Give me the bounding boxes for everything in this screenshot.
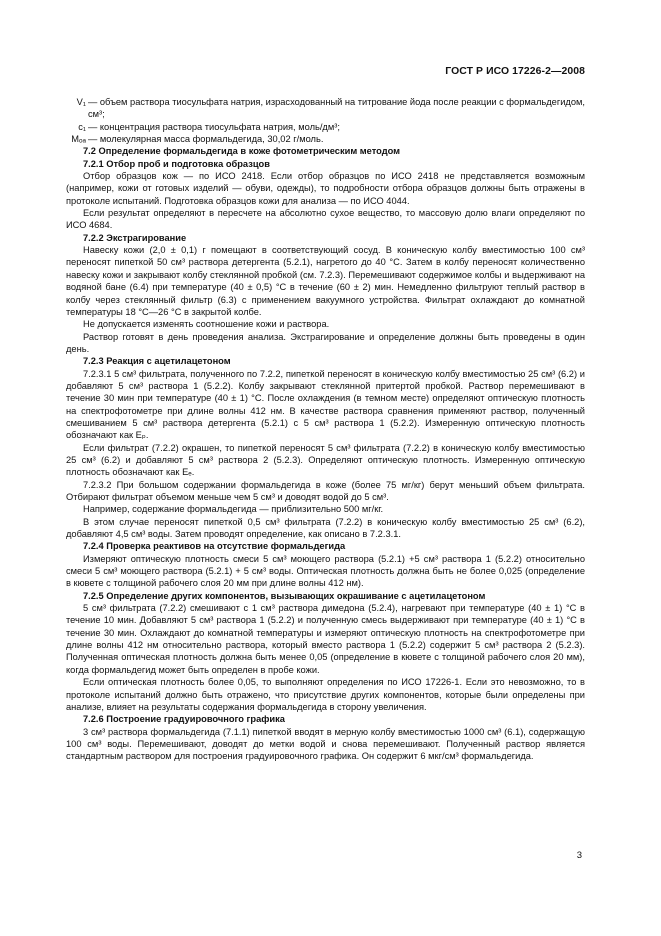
document-body	[66, 96, 585, 763]
definition-v1	[66, 96, 585, 121]
paragraph: Например, содержание формальдегида — приблизительно 500 мг/кг.	[83, 504, 384, 515]
subsection-heading: 7.2.2 Экстрагирование	[83, 232, 187, 243]
definition-text: — объем раствора тиосульфата натрия, израсходованный на титрование йода после реакции с формальдегидом, см³;	[88, 97, 585, 120]
paragraph: Если результат определяют в пересчете на абсолютно сухое вещество, то массовую долю влаги определяют по ИСО 4684.	[66, 208, 585, 231]
paragraph: 7.2.3.2 При большом содержании формальдегида в коже (более 75 мг/кг) берут меньший объем фильтрата. Отбирают фильтрат объемом меньше чем 5 см³ и доводят водой до 5 см³.	[66, 479, 585, 502]
paragraph: 5 см³ фильтрата (7.2.2) смешивают с 1 см³ раствора димедона (5.2.4), нагревают при температуре (40 ± 1) °С в течение 10 мин. Добавляют 5 см³ раствора 1 (5.2.2) и полученную смесь выдерживают при температуре (40 ± 1) °С в течение 30 мин. Охлаждают до комнатной температуры и измеряют оптическую плотность на спектрофотометре при длине волны 412 нм относительно раствора, который вместо раствора 1 (5.2.2) содержит 5 см³ раствора 2 (5.2.3). Полученная оптическая плотность должна быть менее 0,05 (определение в кювете с толщиной рабочего слоя 20 мм), когда формальдегид может быть определен в пробе кожи.	[66, 603, 585, 675]
subsection-heading: 7.2.5 Определение других компонентов, вызывающих окрашивание с ацетилацетоном	[83, 590, 486, 601]
paragraph: Измеряют оптическую плотность смеси 5 см³ моющего раствора (5.2.1) +5 см³ раствора 1 (5.2.2) относительно смеси 5 см³ моющего раствора (5.2.1) + 5 см³ воды. Оптическая плотность должна быть не более 0,025 (определение в кювете с толщиной рабочего слоя 20 мм при длине волны 412 нм).	[66, 553, 585, 589]
subsection-heading: 7.2.1 Отбор проб и подготовка образцов	[83, 158, 270, 169]
definition-symbol: V₁	[76, 97, 86, 107]
definition-text: — молекулярная масса формальдегида, 30,02 г/моль.	[88, 134, 324, 145]
subsection-heading: 7.2.3 Реакция с ацетилацетоном	[83, 356, 231, 367]
definition-symbol: Mₒₐ	[71, 134, 86, 145]
definition-c1	[66, 121, 585, 133]
paragraph: Навеску кожи (2,0 ± 0,1) г помещают в соответствующий сосуд. В коническую колбу вместимостью 100 см³ переносят пипеткой 50 см³ раствора детергента (5.2.1), нагретого до 40 °С. Затем в колбу переносят количественно навеску кожи и закрывают колбу стеклянной пробкой (см. 7.2.3). Перемешивают содержимое колбы и выдерживают на водяной бане (6.4) при температуре (40 ± 0,5) °С в течение (60 ± 2) мин. Немедленно фильтруют теплый раствор в колбу через стеклянный фильтр (6.3) с применением вакуумного устройства. Фильтрат охлаждают до комнатной температуры 18 °С—26 °С в закрытой колбе.	[66, 245, 585, 317]
definition-symbol: c₁	[78, 121, 86, 132]
page-number: 3	[576, 850, 582, 861]
subsection-heading: 7.2.6 Построение градуировочного графика	[83, 714, 285, 725]
paragraph: 7.2.3.1 5 см³ фильтрата, полученного по 7.2.2, пипеткой переносят в коническую колбу вместимостью 25 см³ (6.2) и добавляют 5 см³ раствора 1 (5.2.2). Колбу закрывают стеклянной притертой пробкой. Раствор перемешивают в течение 30 мин при температуре (40 ± 1) °С. После охлаждения (в темном месте) определяют оптическую плотность на спектрофотометре при длине волны 412 нм. В качестве раствора сравнения применяют раствор, полученный смешиванием 5 см³ раствора детергента (5.2.1) с 5 см³ раствора 1 (5.2.2). Измеренную оптическую плотность обозначают как Eₚ.	[66, 368, 585, 441]
definition-text: — концентрация раствора тиосульфата натрия, моль/дм³;	[88, 121, 340, 132]
paragraph: Отбор образцов кож — по ИСО 2418. Если отбор образцов по ИСО 2418 не представляется возможным (например, кожи от готовых изделий — обуви, одежды), то подробности отбора образцов должны быть отражены в протоколе испытаний. Подготовка образцов кожи для анализа — по ИСО 4044.	[66, 171, 585, 206]
subsection-heading: 7.2.4 Проверка реактивов на отсутствие формальдегида	[83, 541, 346, 552]
definition-mfa	[66, 133, 585, 145]
paragraph: Не допускается изменять соотношение кожи и раствора.	[83, 319, 330, 330]
paragraph: Раствор готовят в день проведения анализа. Экстрагирование и определение должны быть проведены в один день.	[66, 331, 585, 354]
paragraph: Если фильтрат (7.2.2) окрашен, то пипеткой переносят 5 см³ фильтрата (7.2.2) в коническую колбу вместимостью 25 см³ (6.2) и добавляют 5 см³ раствора 2 (5.2.3). Определяют оптическую плотность. Измеренную оптическую плотность обозначают как Eₑ.	[66, 442, 585, 478]
paragraph: Если оптическая плотность более 0,05, то выполняют определения по ИСО 17226-1. Если это невозможно, то в протоколе испытаний должно быть отражено, что присутствие других компонентов, которые были определены при анализе, влияет на результаты содержания формальдегида в сторону увеличения.	[66, 677, 585, 712]
section-heading: 7.2 Определение формальдегида в коже фотометрическим методом	[83, 146, 401, 157]
paragraph: В этом случае переносят пипеткой 0,5 см³ фильтрата (7.2.2) в коническую колбу вместимостью 25 см³ (6.2), добавляют 4,5 см³ воды. Затем проводят определение, как описано в 7.2.3.1.	[66, 516, 585, 540]
paragraph: 3 см³ раствора формальдегида (7.1.1) пипеткой вводят в мерную колбу вместимостью 1000 см³ (6.1), содержащую 100 см³ воды. Перемешивают, доводят до метки водой и снова перемешивают. Полученный раствор является стандартным раствором для построения градуировочного графика. Он содержит 6 мкг/см³ формальдегида.	[66, 726, 585, 762]
standard-header: ГОСТ Р ИСО 17226-2—2008	[445, 66, 585, 77]
